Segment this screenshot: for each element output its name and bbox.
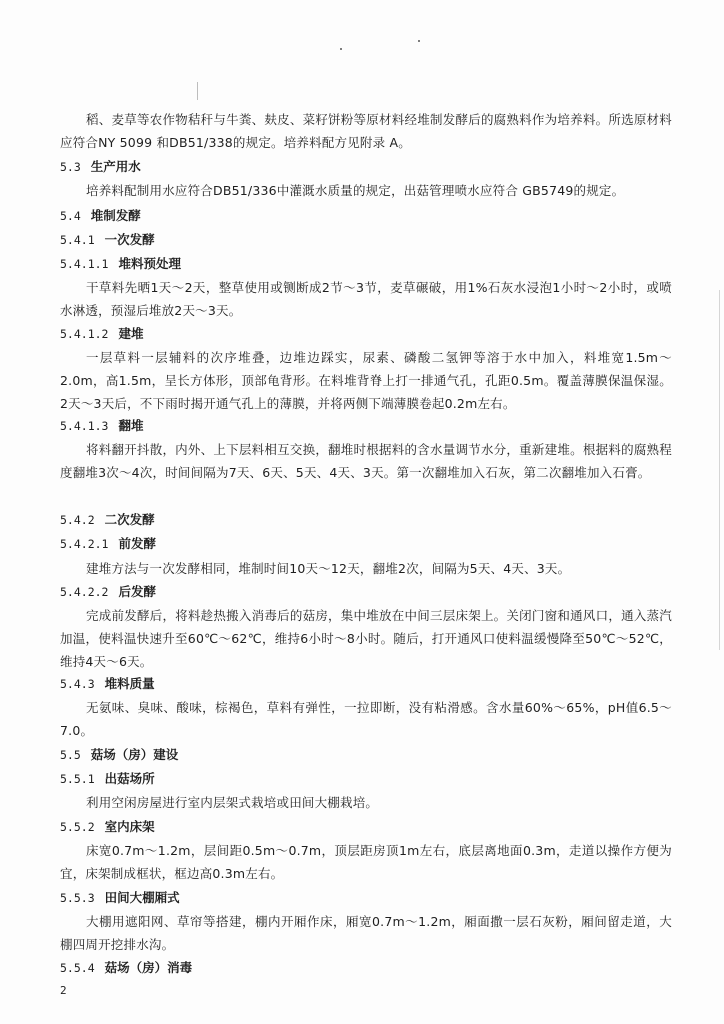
section-heading-5-5-1 xyxy=(60,769,155,789)
section-number: 5.4.1.1 xyxy=(60,257,109,271)
bed-frame-paragraph: 床宽0.7m～1.2m，层间距0.5m～0.7m，顶层距房顶1m左右，底层离地面0.3m，走道以操作方便为宜，床架制成框状，框边高0.3m左右。 xyxy=(60,843,672,881)
section-heading-5-4-2 xyxy=(60,510,155,530)
section-number: 5.5.4 xyxy=(60,961,95,975)
section-number: 5.5.1 xyxy=(60,772,95,786)
site-paragraph: 利用空闲房屋进行室内层架式栽培或田间大棚栽培。 xyxy=(86,795,379,810)
section-title: 建堆 xyxy=(118,326,144,341)
section-heading-5-5-3 xyxy=(60,888,180,908)
section-number: 5.4.2.2 xyxy=(60,585,109,599)
section-title: 前发酵 xyxy=(118,536,156,551)
section-number: 5.4.1 xyxy=(60,233,95,247)
scan-mark xyxy=(719,290,720,650)
pretreat-paragraph: 干草料先晒1天～2天，整草使用或铡断成2节～3节，麦草碾破，用1%石灰水浸泡1小时～2小时，或喷水淋透，预湿后堆放2天～3天。 xyxy=(60,280,672,318)
scan-mark xyxy=(197,82,198,100)
section-heading-5-4-1 xyxy=(60,230,155,250)
scan-speck xyxy=(340,48,342,50)
section-title: 出菇场所 xyxy=(104,771,155,786)
section-heading-5-4-2-2 xyxy=(60,582,156,602)
build-paragraph: 一层草料一层辅料的次序堆叠，边堆边踩实，尿素、磷酸二氢钾等溶于水中加入，料堆宽1.5m～2.0m，高1.5m，呈长方体形，顶部龟背形。在料堆背脊上打一排通气孔，孔距0.5m。覆盖薄膜保温保湿。2天～3天后，不下雨时揭开通气孔上的薄膜，并将两侧下端薄膜卷起0.2m左右。 xyxy=(60,350,672,411)
pre-ferment-paragraph: 建堆方法与一次发酵相同，堆制时间10天～12天，翻堆2次，间隔为5天、4天、3天。 xyxy=(86,561,571,576)
section-title: 田间大棚厢式 xyxy=(104,890,180,905)
page-number: 2 xyxy=(60,984,67,997)
section-number: 5.3 xyxy=(60,160,81,174)
section-title: 后发酵 xyxy=(118,584,156,599)
section-number: 5.4.2.1 xyxy=(60,537,109,551)
section-heading-5-4-2-1 xyxy=(60,534,156,554)
section-heading-5-5 xyxy=(60,745,178,765)
section-heading-5-4-3 xyxy=(60,674,155,694)
section-title: 二次发酵 xyxy=(104,512,155,527)
section-title: 室内床架 xyxy=(104,819,155,834)
section-number: 5.5 xyxy=(60,748,81,762)
section-number: 5.4.1.2 xyxy=(60,327,109,341)
quality-paragraph: 无氨味、臭味、酸味，棕褐色，草料有弹性，一拉即断，没有粘滑感。含水量60%～65%，pH值6.5～7.0。 xyxy=(60,700,672,738)
post-ferment-paragraph: 完成前发酵后，将料趁热搬入消毒后的菇房，集中堆放在中间三层床架上。关闭门窗和通风口，通入蒸汽加温，使料温快速升至60℃～62℃，维持6小时～8小时。随后，打开通风口使料温缓慢降至50℃～52℃，维持4天～6天。 xyxy=(60,608,672,669)
section-title: 堆料质量 xyxy=(104,676,155,691)
intro-paragraph: 稻、麦草等农作物秸秆与牛粪、麸皮、菜籽饼粉等原材料经堆制发酵后的腐熟料作为培养料。所选原材料应符合NY 5099 和DB51/338的规定。培养料配方见附录 A。 xyxy=(60,112,672,150)
section-title: 翻堆 xyxy=(118,418,144,433)
section-heading-5-5-2 xyxy=(60,817,155,837)
section-title: 生产用水 xyxy=(90,159,141,174)
section-title: 一次发酵 xyxy=(104,232,155,247)
section-number: 5.4.1.3 xyxy=(60,419,109,433)
section-heading-5-3 xyxy=(60,157,141,177)
section-heading-5-4-1-2 xyxy=(60,324,143,344)
scan-speck xyxy=(418,40,420,42)
section-number: 5.4 xyxy=(60,209,81,223)
section-number: 5.4.2 xyxy=(60,513,95,527)
section-number: 5.5.3 xyxy=(60,891,95,905)
section-heading-5-5-4 xyxy=(60,958,192,978)
section-title: 菇场（房）建设 xyxy=(90,747,179,762)
section-title: 堆制发酵 xyxy=(90,208,141,223)
section-number: 5.4.3 xyxy=(60,677,95,691)
section-heading-5-4-1-3 xyxy=(60,416,143,436)
section-title: 堆料预处理 xyxy=(118,256,181,271)
section-title: 菇场（房）消毒 xyxy=(104,960,193,975)
greenhouse-paragraph: 大棚用遮阳网、草帘等搭建，棚内开厢作床，厢宽0.7m～1.2m，厢面撒一层石灰粉，厢间留走道，大棚四周开挖排水沟。 xyxy=(60,914,672,952)
section-heading-5-4 xyxy=(60,206,141,226)
section-heading-5-4-1-1 xyxy=(60,254,181,274)
water-paragraph: 培养料配制用水应符合DB51/336中灌溉水质量的规定，出菇管理喷水应符合 GB5749的规定。 xyxy=(86,183,625,198)
turn-paragraph: 将料翻开抖散，内外、上下层料相互交换，翻堆时根据料的含水量调节水分，重新建堆。根据料的腐熟程度翻堆3次～4次，时间间隔为7天、6天、5天、4天、3天。第一次翻堆加入石灰，第二次翻堆加入石膏。 xyxy=(60,442,672,480)
section-number: 5.5.2 xyxy=(60,820,95,834)
